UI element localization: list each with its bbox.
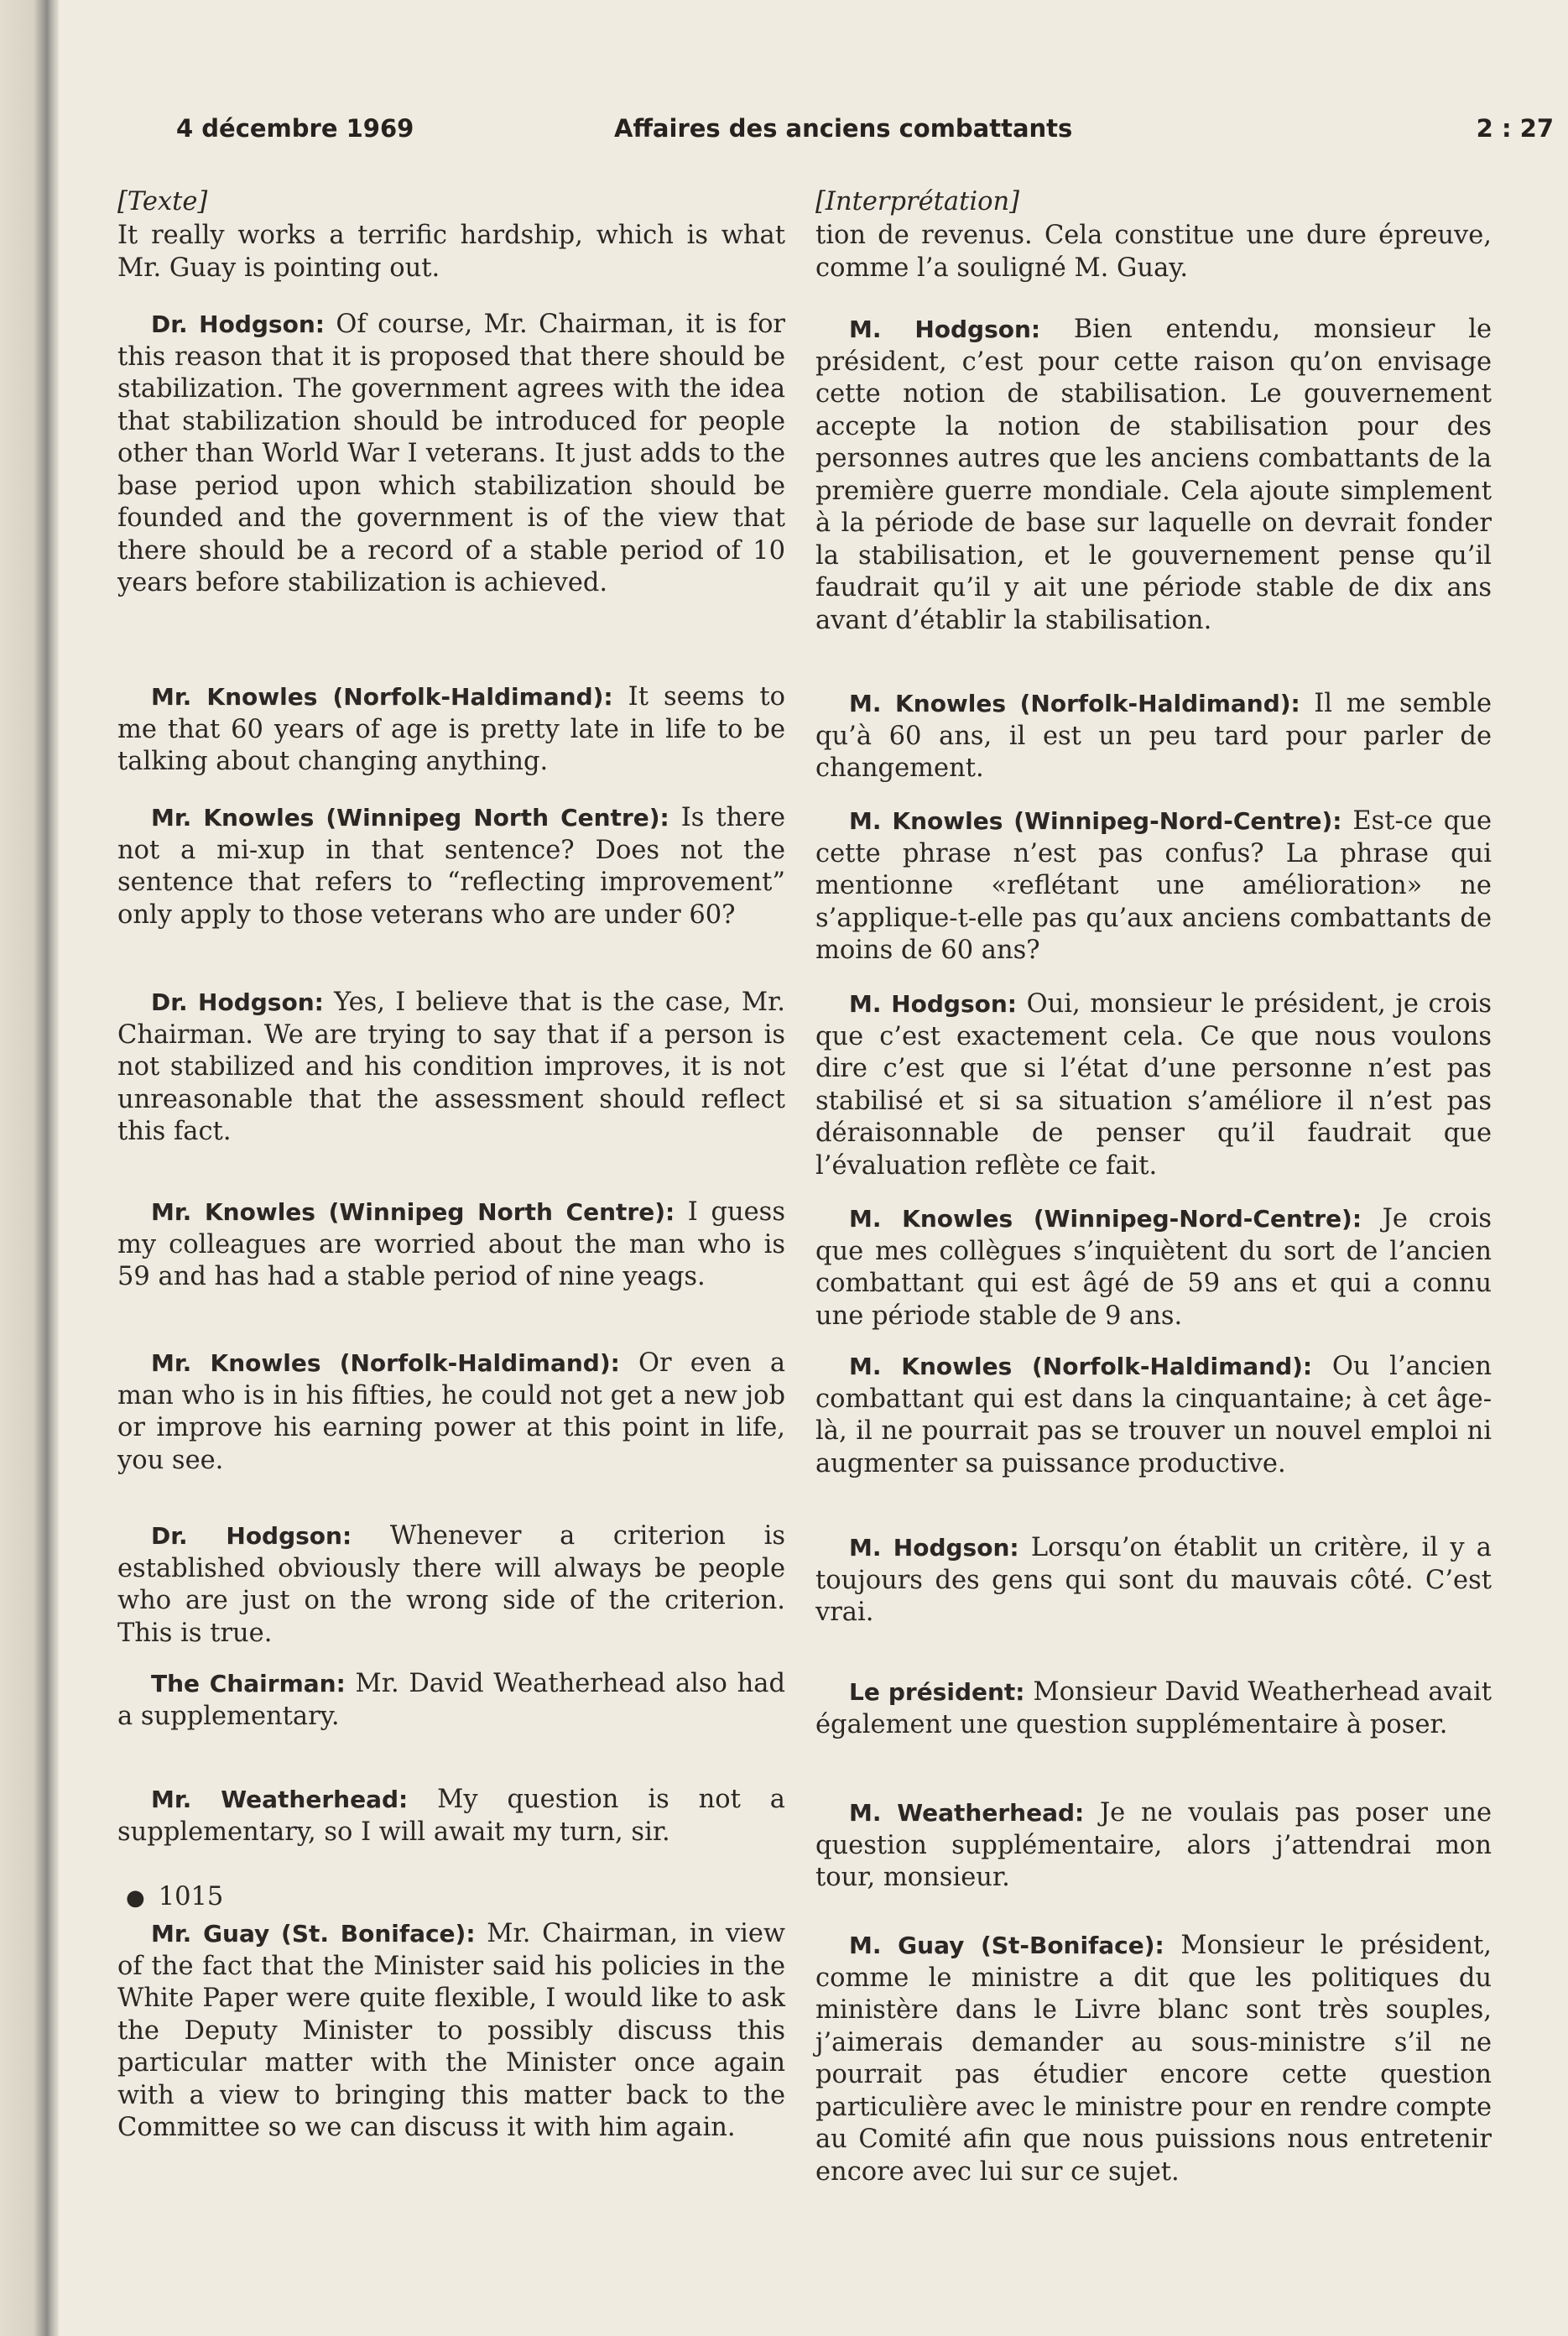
paragraph: [815, 1930, 1492, 2188]
paragraph-text: Mr. David Weatherhead also had a supplementary.: [117, 1669, 785, 1731]
paragraph-text: I guess my colleagues are worried about the man who is 59 and has had a stable period of nine yeags.: [117, 1197, 785, 1291]
paragraph-text: Ou l’ancien combattant qui est dans la cinquantaine; à cet âge-là, il ne pourrait pas se trouver un nouvel emploi ni augmenter sa puissance productive.: [815, 1352, 1492, 1478]
time-marker-label: 1015: [158, 1882, 224, 1911]
speaker-label: Dr. Hodgson:: [151, 988, 324, 1016]
paragraph-text: Yes, I believe that is the case, Mr. Chairman. We are trying to say that if a person is not stabilized and his condition improves, it is not unreasonable that the assessment should reflect this fact.: [117, 988, 785, 1146]
time-marker: [126, 1881, 223, 1915]
paragraph-text: Of course, Mr. Chairman, it is for this reason that it is proposed that there should be stabilization. The government agrees with the idea that stabilization should be introduced for people other than World War I veterans. It just adds to the base period upon which stabilization should be founded and the government is of the view that there should be a record of a stable period of 10 years before stabilization is achieved.: [117, 310, 786, 597]
page-header: [176, 114, 1554, 151]
speaker-label: M. Hodgson:: [849, 1534, 1019, 1562]
paragraph: [815, 220, 1492, 284]
paragraph-text: Or even a man who is in his fifties, he could not get a new job or improve his earning power at this point in life, you see.: [117, 1348, 786, 1475]
speaker-label: M. Hodgson:: [849, 315, 1041, 343]
paragraph: [815, 314, 1492, 637]
paragraph: [815, 806, 1492, 967]
speaker-label: Dr. Hodgson:: [151, 1522, 352, 1550]
speaker-label: M. Knowles (Norfolk-Haldimand):: [849, 1353, 1313, 1380]
paragraph: [815, 1797, 1492, 1895]
speaker-label: Mr. Knowles (Norfolk-Haldimand):: [151, 1349, 620, 1377]
paragraph: [815, 1676, 1492, 1741]
paragraph: [117, 1520, 785, 1650]
header-title: Affaires des anciens combattants: [614, 114, 1073, 143]
paragraph: [117, 1668, 785, 1733]
speaker-label: Le président:: [849, 1678, 1025, 1706]
paragraph: [117, 309, 785, 600]
text-tag: [Texte]: [117, 187, 208, 216]
paragraph-text: Je crois que mes collègues s’inquiètent du sort de l’ancien combattant qui est âgé de 59 ans et qui a connu une période stable de 9 ans.: [815, 1204, 1492, 1331]
paragraph: [117, 681, 785, 779]
speaker-label: M. Guay (St-Boniface):: [849, 1932, 1164, 1959]
paragraph-text: Oui, monsieur le président, je crois que c’est exactement cela. Ce que nous voulons dire c’est que si l’état d’une personne n’est pas stabilisé et si sa situation s’améliore il n’est pas déraisonnable de penser qu’il faudrait que l’évaluation reflète ce fait.: [815, 989, 1492, 1181]
paragraph: [117, 1197, 785, 1294]
speaker-label: M. Knowles (Winnipeg-Nord-Centre):: [849, 807, 1342, 835]
speaker-label: Mr. Knowles (Winnipeg North Centre):: [151, 1198, 675, 1226]
header-date: 4 décembre 1969: [176, 114, 414, 143]
paragraph: [815, 1532, 1492, 1629]
paragraph: [815, 988, 1492, 1182]
book-binding: [0, 0, 59, 2336]
paragraph-text: Je ne voulais pas poser une question supplémentaire, alors j’attendrai mon tour, monsieur.: [815, 1798, 1492, 1892]
paragraph-text: It really works a terrific hardship, which is what Mr. Guay is pointing out.: [117, 221, 785, 283]
paragraph-text: Monsieur le président, comme le ministre a dit que les politiques du ministère dans le Livre blanc sont très souples, j’aimerais demander au sous-ministre s’il ne pourrait pas étudier encore cette question particulière avec le ministre pour en rendre compte au Comité afin que nous puissions nous entretenir encore avec lui sur ce sujet.: [815, 1931, 1492, 2187]
bullet-icon: ●: [126, 1885, 145, 1911]
speaker-label: Mr. Knowles (Norfolk-Haldimand):: [151, 683, 613, 711]
paragraph-text: My question is not a supplementary, so I will await my turn, sir.: [117, 1785, 785, 1847]
interpretation-tag: [Interprétation]: [815, 187, 1019, 216]
page-number: 2 : 27: [1476, 114, 1554, 143]
paragraph-text: Whenever a criterion is established obviously there will always be people who are just on the wrong side of the criterion. This is true.: [117, 1521, 786, 1648]
paragraph-text: Est-ce que cette phrase n’est pas confus? La phrase qui mentionne «reflétant une amélioration» ne s’applique-t-elle pas qu’aux anciens combattants de moins de 60 ans?: [815, 806, 1492, 965]
paragraph: [117, 1348, 785, 1477]
speaker-label: M. Knowles (Norfolk-Haldimand):: [849, 690, 1300, 717]
paragraph-text: Is there not a mi-xup in that sentence? Does not the sentence that refers to “reflecting improvement” only apply to those veterans who are under 60?: [117, 803, 785, 930]
paragraph-text: Bien entendu, monsieur le président, c’est pour cette raison qu’on envisage cette notion de stabilisation. Le gouvernement accepte la notion de stabilisation pour des personnes autres que les anciens combattants de la première guerre mondiale. Cela ajoute simplement à la période de base sur laquelle on devrait fonder la stabilisation, et le gouvernement pense qu’il faudrait qu’il y ait une période stable de dix ans avant d’établir la stabilisation.: [815, 315, 1492, 635]
speaker-label: M. Hodgson:: [849, 990, 1017, 1018]
paragraph-text: Monsieur David Weatherhead avait également une question supplémentaire à poser.: [815, 1677, 1492, 1739]
speaker-label: Mr. Guay (St. Boniface):: [151, 1920, 476, 1948]
paragraph: [117, 802, 785, 931]
paragraph-text: Lorsqu’on établit un critère, il y a toujours des gens qui sont du mauvais côté. C’est vrai.: [815, 1533, 1492, 1627]
speaker-label: Mr. Weatherhead:: [151, 1786, 409, 1813]
paragraph-text: Mr. Chairman, in view of the fact that the Minister said his policies in the White Paper were quite flexible, I would like to ask the Deputy Minister to possibly discuss this particular matter with the Minister once again with a view to bringing this matter back to the Committee so we can discuss it with him again.: [117, 1919, 785, 2142]
paragraph-text: Il me semble qu’à 60 ans, il est un peu tard pour parler de changement.: [815, 689, 1492, 783]
speaker-label: M. Knowles (Winnipeg-Nord-Centre):: [849, 1205, 1362, 1233]
paragraph: [117, 1784, 785, 1848]
speaker-label: Mr. Knowles (Winnipeg North Centre):: [151, 804, 669, 832]
paragraph-text: tion de revenus. Cela constitue une dure épreuve, comme l’a souligné M. Guay.: [815, 221, 1492, 283]
paragraph: [117, 1918, 785, 2145]
paragraph: [815, 1351, 1492, 1480]
paragraph: [117, 220, 785, 284]
speaker-label: M. Weatherhead:: [849, 1799, 1085, 1827]
paragraph: [815, 688, 1492, 785]
paragraph: [117, 987, 785, 1149]
paragraph-text: It seems to me that 60 years of age is pretty late in life to be talking about changing anything.: [117, 682, 785, 776]
speaker-label: The Chairman:: [151, 1670, 346, 1697]
speaker-label: Dr. Hodgson:: [151, 310, 325, 338]
paragraph: [815, 1203, 1492, 1332]
